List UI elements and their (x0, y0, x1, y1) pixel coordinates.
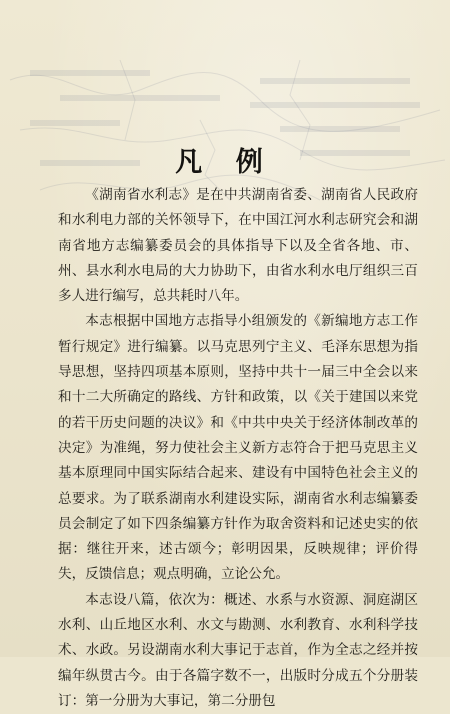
paragraph: 本志根据中国地方志指导小组颁发的《新编地方志工作暂行规定》进行编纂。以马克思列宁主义、毛泽东思想为指导思想，坚持四项基本原则，坚持中共十一届三中全会以来和十二大所确定的路线、方针和政策，以《关于建国以来党的若干历史问题的决议》和《中共中央关于经济体制改革的决定》为准绳，努力使社会主义新方志符合于把马克思主义基本原理同中国实际结合起来、建设有中国特色社会主义的总要求。为了联系湖南水利建设实际，湖南省水利志编纂委员会制定了如下四条编纂方针作为取舍资料和记述史实的依据：继往开来，述古颂今；彰明因果，反映规律；评价得失，反馈信息；观点明确，立论公允。 (58, 313, 418, 583)
paragraph: 本志设八篇，依次为：概述、水系与水资源、洞庭湖区水利、山丘地区水利、水文与勘测、水利教育、水利科学技术、水政。另设湖南水利大事记于志首，作为全志之经并按编年纵贯古今。由于各篇字数不一，出版时分成五个分册装订：第一分册为大事记，第二分册包 (58, 591, 418, 709)
paragraph: 《湖南省水利志》是在中共湖南省委、湖南省人民政府和水利电力部的关怀领导下，在中国江河水利志研究会和湖南省地方志编纂委员会的具体指导下以及全省各地、市、州、县水利水电局的大力协助下，由省水利水电厅组织三百多人进行编写，总共耗时八年。 (58, 187, 418, 305)
page-title: 凡 例 (175, 147, 275, 178)
body-text (58, 183, 418, 714)
